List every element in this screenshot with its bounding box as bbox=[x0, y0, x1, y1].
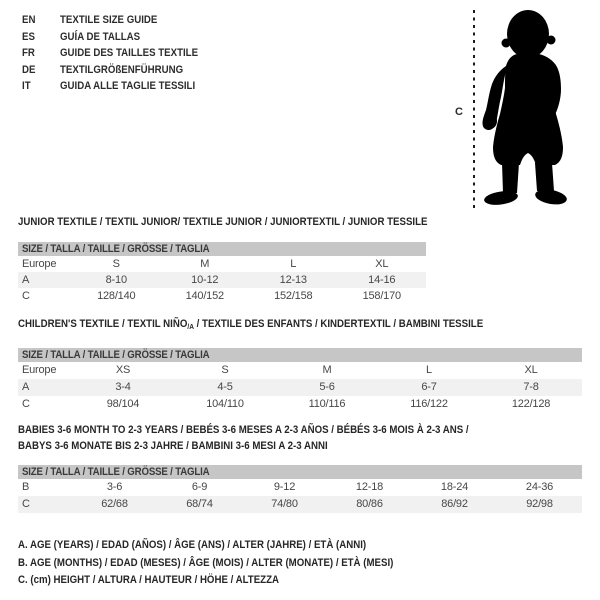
row-label: Europe bbox=[22, 364, 57, 376]
table-row bbox=[18, 362, 582, 379]
table-cell: 6-9 bbox=[191, 481, 208, 493]
table-cell: M bbox=[200, 258, 210, 270]
language-list bbox=[22, 12, 217, 95]
babies-size-table bbox=[18, 465, 582, 513]
table-header-bar bbox=[18, 465, 582, 479]
language-title: GUIDE DES TAILLES TEXTILE bbox=[60, 47, 199, 60]
table-cell: S bbox=[221, 364, 229, 376]
table-cell: 68/74 bbox=[186, 498, 213, 510]
table-header-label: SIZE / TALLA / TAILLE / GRÖSSE / TAGLIA bbox=[22, 466, 210, 478]
table-cell: L bbox=[290, 258, 297, 270]
row-label: C bbox=[22, 398, 30, 410]
language-code: FR bbox=[22, 47, 35, 60]
table-cell: 104/110 bbox=[206, 398, 244, 410]
language-row bbox=[22, 45, 217, 62]
table-cell: 24-36 bbox=[525, 481, 554, 493]
table-row bbox=[18, 479, 582, 496]
table-cell: 7-8 bbox=[523, 381, 539, 393]
table-cell: 3-4 bbox=[115, 381, 131, 393]
legend-line-c: C. (cm) HEIGHT / ALTURA / HAUTEUR / HÖHE / ALTEZZA bbox=[18, 574, 280, 586]
table-cell: 92/98 bbox=[526, 498, 553, 510]
table-cell: 158/170 bbox=[362, 290, 401, 302]
language-title: TEXTILGRÖßENFÜHRUNG bbox=[60, 63, 184, 76]
table-cell: XL bbox=[375, 258, 389, 270]
table-header-bar bbox=[18, 348, 582, 362]
row-label: B bbox=[22, 481, 30, 493]
language-row bbox=[22, 78, 217, 95]
table-cell: 12-18 bbox=[355, 481, 384, 493]
table-cell: 18-24 bbox=[440, 481, 469, 493]
language-row bbox=[22, 12, 217, 29]
legend-line-b: B. AGE (MONTHS) / EDAD (MESES) / ÂGE (MOIS) / ALTER (MONATE) / ETÀ (MESI) bbox=[18, 556, 394, 569]
row-label: C bbox=[22, 290, 30, 302]
table-header-label: SIZE / TALLA / TAILLE / GRÖSSE / TAGLIA bbox=[22, 243, 210, 255]
height-measure-label: C bbox=[455, 106, 463, 118]
legend-line-a: A. AGE (YEARS) / EDAD (AÑOS) / ÂGE (ANS) / ALTER (JAHRE) / ETÀ (ANNI) bbox=[18, 539, 367, 551]
table-row bbox=[18, 496, 582, 513]
table-cell: 4-5 bbox=[217, 381, 233, 393]
language-code: DE bbox=[22, 63, 36, 76]
row-label: C bbox=[22, 498, 30, 510]
table-cell: 10-12 bbox=[191, 274, 219, 286]
language-title: GUÍA DE TALLAS bbox=[60, 30, 141, 43]
table-cell: 122/128 bbox=[511, 398, 551, 410]
table-cell: 128/140 bbox=[97, 290, 136, 302]
row-label: A bbox=[22, 381, 30, 393]
table-cell: 140/152 bbox=[185, 290, 224, 302]
language-code: EN bbox=[22, 14, 36, 27]
table-cell: 80/86 bbox=[356, 498, 383, 510]
table-cell: M bbox=[322, 364, 332, 376]
baby-silhouette-icon bbox=[480, 9, 572, 209]
table-cell: XS bbox=[115, 364, 131, 376]
row-label: A bbox=[22, 274, 30, 286]
table-cell: 14-16 bbox=[368, 274, 396, 286]
children-section-heading: CHILDREN'S TEXTILE / TEXTIL $NIÑO_{/A}$ / TEXTILE DES ENFANTS / KINDERTEXTIL / BAMBINI TESSILE bbox=[18, 318, 484, 331]
table-cell: 6-7 bbox=[421, 381, 437, 393]
table-cell: 8-10 bbox=[105, 274, 127, 286]
table-cell: 116/122 bbox=[410, 398, 448, 410]
table-cell: 110/116 bbox=[308, 398, 346, 410]
junior-section-heading: JUNIOR TEXTILE / TEXTIL JUNIOR/ TEXTILE JUNIOR / JUNIORTEXTIL / JUNIOR TESSILE bbox=[18, 216, 428, 228]
language-code: IT bbox=[22, 80, 31, 93]
language-row bbox=[22, 29, 217, 46]
table-cell: 152/158 bbox=[274, 290, 313, 302]
children-size-table bbox=[18, 348, 582, 413]
table-header-bar bbox=[18, 242, 426, 256]
table-cell: XL bbox=[524, 364, 538, 376]
junior-size-table bbox=[18, 242, 426, 304]
table-cell: 62/68 bbox=[101, 498, 128, 510]
language-title: TEXTILE SIZE GUIDE bbox=[60, 14, 158, 27]
table-row bbox=[18, 256, 426, 272]
table-cell: 9-12 bbox=[273, 481, 296, 493]
table-row bbox=[18, 379, 582, 396]
babies-section-heading: BABIES 3-6 MONTH TO 2-3 YEARS / BEBÉS 3-6 MESES A 2-3 AÑOS / BÉBÉS 3-6 MOIS À 2-3 ANS / BABYS 3-6 MONATE BIS 2-3 JAHRE / BAMBINI 3-6 MESI A 2-3 ANNI bbox=[18, 424, 469, 452]
table-row bbox=[18, 288, 426, 304]
table-cell: 98/104 bbox=[106, 398, 140, 410]
row-label: Europe bbox=[22, 258, 57, 270]
table-cell: 3-6 bbox=[106, 481, 123, 493]
language-title: GUIDA ALLE TAGLIE TESSILI bbox=[60, 80, 196, 93]
table-cell: 74/80 bbox=[271, 498, 298, 510]
nino-a-subscript: /A bbox=[187, 322, 194, 331]
table-cell: L bbox=[426, 364, 432, 376]
language-code: ES bbox=[22, 30, 35, 43]
height-measure-dotted-line bbox=[473, 10, 475, 210]
table-row bbox=[18, 396, 582, 413]
table-cell: 12-13 bbox=[279, 274, 307, 286]
table-row bbox=[18, 272, 426, 288]
table-header-label: SIZE / TALLA / TAILLE / GRÖSSE / TAGLIA bbox=[22, 349, 210, 361]
measurement-legend bbox=[18, 537, 445, 590]
table-cell: 5-6 bbox=[319, 381, 335, 393]
language-row bbox=[22, 62, 217, 79]
table-cell: S bbox=[112, 258, 120, 270]
table-cell: 86/92 bbox=[441, 498, 468, 510]
